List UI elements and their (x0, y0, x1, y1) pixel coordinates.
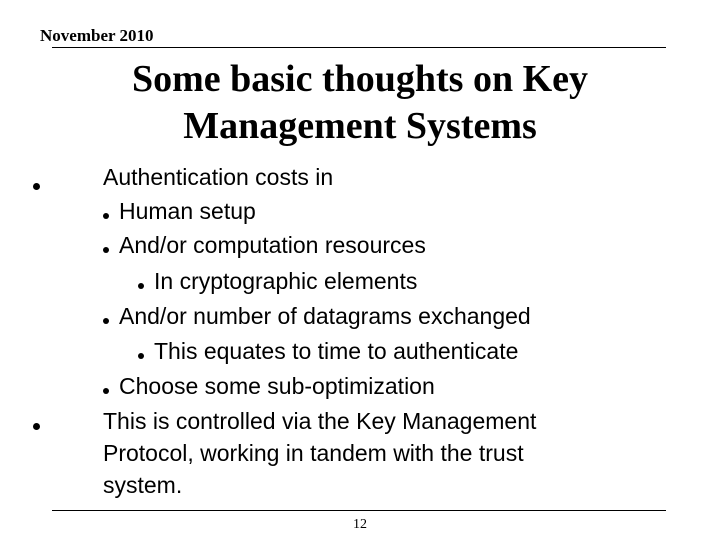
bullet-dot-icon (103, 247, 109, 253)
slide-title (60, 56, 660, 150)
bullet-dot-icon (138, 283, 144, 289)
bullet-computation: And/or computation resources (119, 232, 426, 258)
bullet-time-to-authenticate: This equates to time to authenticate (154, 338, 519, 364)
slide-title-line2: Management Systems (183, 105, 537, 147)
bullet-dot-icon (103, 388, 109, 394)
bullet-sub-optimization: Choose some sub-optimization (119, 373, 435, 399)
bullet-authentication: Authentication costs in (103, 164, 334, 190)
bullet-kmp-line1: This is controlled via the Key Management (103, 408, 537, 434)
bullet-dot-icon (103, 213, 109, 219)
bullet-human-setup: Human setup (119, 198, 256, 224)
bullet-dot-icon (138, 353, 144, 359)
page-number: 12 (353, 517, 367, 532)
bullet-dot-icon (33, 183, 40, 190)
bullet-crypto-elements: In cryptographic elements (154, 268, 418, 294)
header-date: November 2010 (40, 26, 154, 45)
slide-title-line1: Some basic thoughts on Key (131, 58, 589, 100)
footer-rule (52, 510, 666, 511)
bullet-kmp-line3: system. (103, 472, 183, 498)
bullet-dot-icon (103, 318, 109, 324)
bullet-kmp-line2: Protocol, working in tandem with the trust (103, 440, 524, 466)
bullet-datagrams: And/or number of datagrams exchanged (119, 303, 531, 329)
header-rule (52, 47, 666, 48)
bullet-dot-icon (33, 423, 40, 430)
